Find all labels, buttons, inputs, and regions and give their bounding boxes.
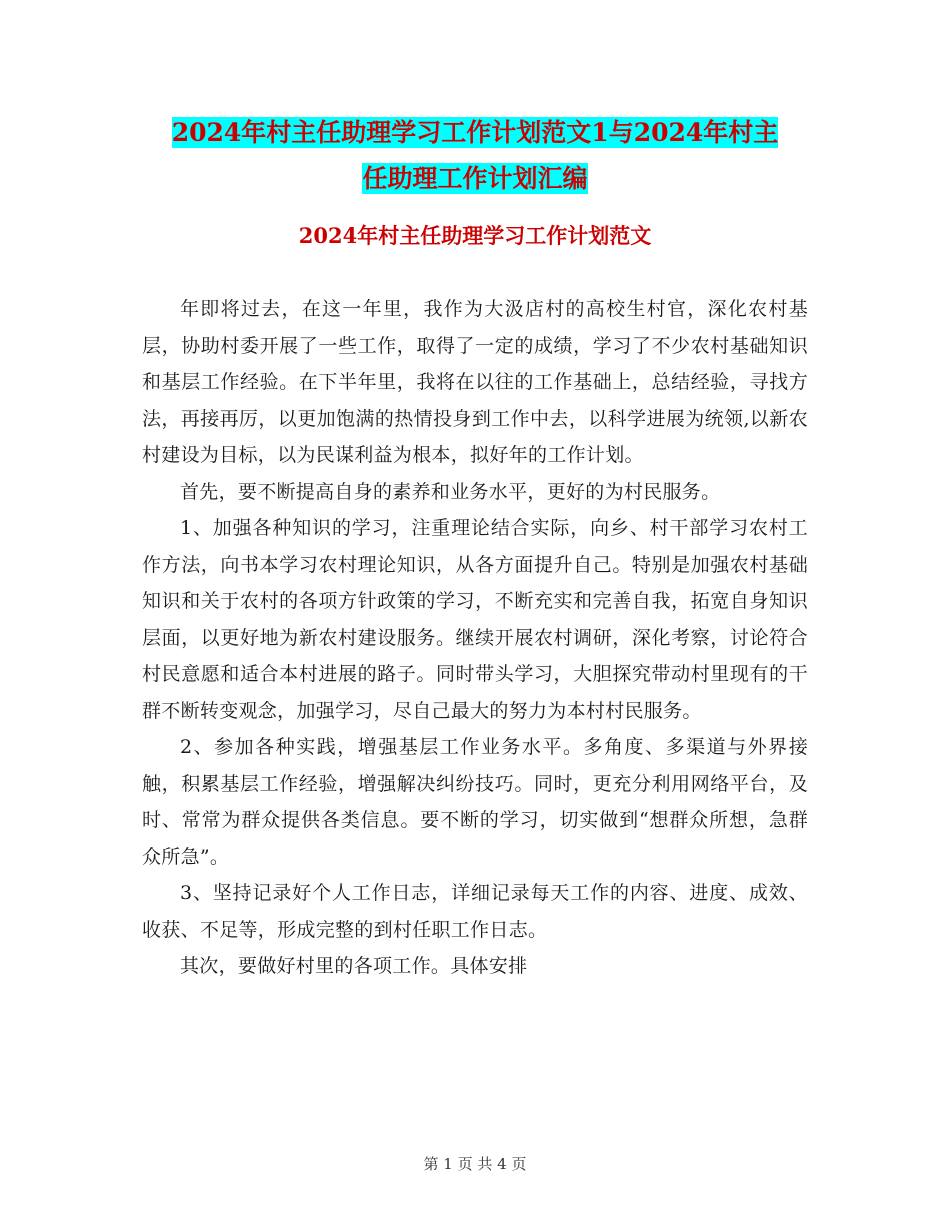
paragraph-first-point: 首先，要不断提高自身的素养和业务水平，更好的为村民服务。 [180,480,721,503]
document-title [140,110,810,202]
section-title: 2024年村主任助理学习工作计划范文 [298,223,652,248]
document-title-line-1: 2024年村主任助理学习工作计划范文1与2024年村主 [171,118,779,147]
paragraph-item-3: 3、坚持记录好个人工作日志，详细记录每天工作的内容、进度、成效、收获、不足等，形成完整的到村任职工作日志。 [142,882,808,941]
document-body [142,291,808,985]
paragraph-item-1: 1、加强各种知识的学习，注重理论结合实际，向乡、村干部学习农村工作方法，向书本学习农村理论知识，从各方面提升自己。特别是加强农村基础知识和关于农村的各项方针政策的学习，不断充实和完善自我，拓宽自身知识层面，以更好地为新农村建设服务。继续开展农村调研，深化考察，讨论符合村民意愿和适合本村进展的路子。同时带头学习，大胆探究带动村里现有的干群不断转变观念，加强学习，尽自己最大的努力为本村村民服务。 [142,517,808,722]
paragraph-item-2: 2、参加各种实践，增强基层工作业务水平。多角度、多渠道与外界接触，积累基层工作经验，增强解决纠纷技巧。同时，更充分利用网络平台，及时、常常为群众提供各类信息。要不断的学习，切实做到“想群众所想，急群众所急”。 [142,736,808,868]
page-footer: 第 1 页 共 4 页 [423,1155,527,1173]
paragraph-second-point: 其次，要做好村里的各项工作。具体安排 [180,955,528,977]
paragraph-intro: 年即将过去，在这一年里，我作为大汲店村的高校生村官，深化农村基层，协助村委开展了一些工作，取得了一定的成绩，学习了不少农村基础知识和基层工作经验。在下半年里，我将在以往的工作基础上，总结经验，寻找方法，再接再厉，以更加饱满的热情投身到工作中去，以科学进展为统领,以新农村建设为目标，以为民谋利益为根本，拟好年的工作计划。 [142,298,808,466]
document-title-line-2: 任助理工作计划汇编 [362,164,588,193]
